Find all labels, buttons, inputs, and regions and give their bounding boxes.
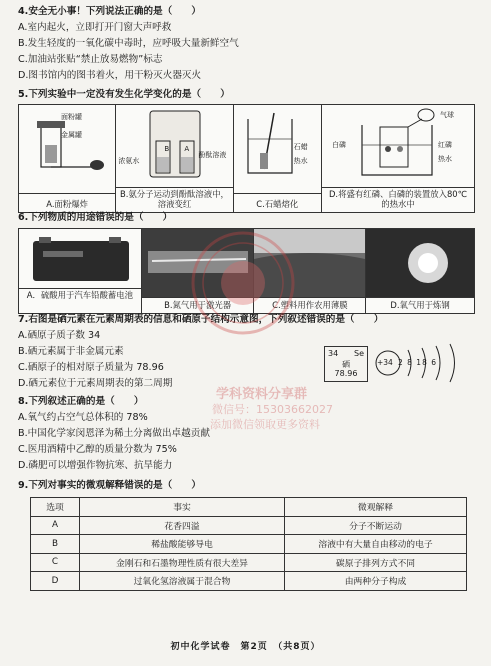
q5-figure-d <box>322 105 474 212</box>
q8-option-b: B.中国化学家闵恩泽为稀土分离做出卓越贡献 <box>18 428 210 439</box>
header-option: 选项 <box>31 498 80 517</box>
q7-option-c: C.硒原子的相对原子质量为 78.96 <box>18 362 164 373</box>
watermark-seal <box>188 228 298 338</box>
q8-stem: 8.下列叙述正确的是（ ） <box>18 396 144 407</box>
electron-shells: 2 8 18 6 <box>398 358 438 367</box>
q5-label-c1: 石蜡 <box>293 143 308 151</box>
q5-label-a1: 面粉罐 <box>61 113 82 121</box>
lead-acid-battery-photo <box>19 229 141 289</box>
watermark-line-1: 学科资料分享群 <box>216 387 308 402</box>
atomic-mass: 78.96 <box>334 369 358 378</box>
q6-stem: 6.下列物质的用途错误的是（ ） <box>18 212 173 223</box>
q6-figure-d <box>366 229 474 313</box>
cell-explanation: 分子不断运动 <box>285 516 467 535</box>
steelmaking-photo <box>366 229 474 297</box>
q4-option-a: A.室内起火，立即打开门窗大声呼救 <box>18 22 172 33</box>
cell-explanation: 由两种分子构成 <box>285 572 467 591</box>
q5-caption-b: B.氨分子运动到酚酞溶液中，溶液变红 <box>116 187 232 212</box>
q5-stem: 5.下列实验中一定没有发生化学变化的是（ ） <box>18 89 230 100</box>
q8-option-d: D.磷肥可以增强作物抗寒、抗旱能力 <box>18 460 173 471</box>
header-explanation: 微观解释 <box>285 498 467 517</box>
cell-explanation: 碳原子排列方式不同 <box>285 553 467 572</box>
q5-figure-b <box>116 105 233 212</box>
q4-option-d: D.图书馆内的图书着火，用干粉灭火器灭火 <box>18 70 202 81</box>
cell-fact: 花香四溢 <box>80 516 285 535</box>
q5-caption-c: C.石蜡熔化 <box>234 193 321 212</box>
cell-option: A <box>31 516 80 535</box>
watermark-line-2: 微信号：15303662027 <box>212 403 333 416</box>
q7-option-a: A.硒原子质子数 34 <box>18 330 101 341</box>
table-row <box>31 553 467 572</box>
table-row <box>31 572 467 591</box>
q4-option-b: B.发生轻度的一氧化碳中毒时，应呼吸大量新鲜空气 <box>18 38 239 49</box>
cell-fact: 金刚石和石墨物理性质有很大差异 <box>80 553 285 572</box>
wax-melting-diagram <box>234 105 322 187</box>
ammonia-diffusion-diagram <box>116 105 233 187</box>
q7-option-d: D.硒元素位于元素周期表的第二周期 <box>18 378 173 389</box>
element-name: 硒 <box>342 360 350 369</box>
q5-figure-a <box>19 105 116 212</box>
page-footer: 初中化学试卷 第2页 （共8页） <box>170 642 321 652</box>
cell-explanation: 溶液中有大量自由移动的电子 <box>285 535 467 554</box>
q6-caption-b: B.氮气用于激光器 <box>142 297 254 313</box>
q9-table <box>30 497 467 591</box>
watermark-line-3: 添加微信领取更多资料 <box>210 418 320 431</box>
header-fact: 事实 <box>80 498 285 517</box>
cell-fact: 稀盐酸能够导电 <box>80 535 285 554</box>
q5-label-d2: 白磷 <box>332 141 347 149</box>
nucleus-charge: +34 <box>377 358 393 367</box>
q5-label-b4: A <box>184 145 190 153</box>
q5-label-d3: 红磷 <box>438 141 453 149</box>
q5-label-a2: 金属罐 <box>61 131 82 139</box>
atomic-number: 34 <box>328 349 339 358</box>
q4-option-c: C.加油站张贴“禁止放易燃物”标志 <box>18 54 163 65</box>
cell-option: C <box>31 553 80 572</box>
cell-option: D <box>31 572 80 591</box>
q5-figure-c <box>234 105 322 212</box>
q5-label-b1: 浓氨水 <box>118 157 140 165</box>
q5-label-d4: 热水 <box>438 155 453 163</box>
q4-stem: 4.安全无小事！下列说法正确的是（ ） <box>18 6 202 17</box>
q5-caption-d: D.将盛有红磷、白磷的装置放入80℃的热水中 <box>322 187 474 212</box>
q7-stem: 7.右图是硒元素在元素周期表的信息和硒原子结构示意图，下列叙述错误的是（ ） <box>18 314 384 325</box>
table-row <box>31 535 467 554</box>
q7-option-b: B.硒元素属于非金属元素 <box>18 346 124 357</box>
cell-option: B <box>31 535 80 554</box>
q8-option-c: C.医用酒精中乙醇的质量分数为 75% <box>18 444 177 455</box>
selenium-periodic-cell <box>324 346 368 382</box>
q8-option-a: A.氧气约占空气总体积的 78% <box>18 412 148 423</box>
table-row <box>31 516 467 535</box>
element-symbol: Se <box>354 349 364 358</box>
q6-caption-a: A．硫酸用于汽车铅酸蓄电池 <box>19 288 141 313</box>
q5-label-c2: 热水 <box>293 157 308 165</box>
q9-stem: 9.下列对事实的微观解释错误的是（ ） <box>18 480 202 491</box>
q6-caption-c: C.塑料用作农用薄膜 <box>254 297 365 313</box>
q5-label-d1: 气球 <box>440 111 455 119</box>
q5-label-b3: B <box>164 145 170 153</box>
table-header-row <box>31 498 467 517</box>
q6-caption-d: D.氧气用于炼钢 <box>366 297 474 313</box>
q5-caption-a: A.面粉爆炸 <box>19 193 115 212</box>
q5-figure-row <box>18 104 475 213</box>
q6-figure-a <box>19 229 142 313</box>
cell-fact: 过氧化氢溶液属于混合物 <box>80 572 285 591</box>
q5-label-b2: 酚酞溶液 <box>198 151 227 159</box>
